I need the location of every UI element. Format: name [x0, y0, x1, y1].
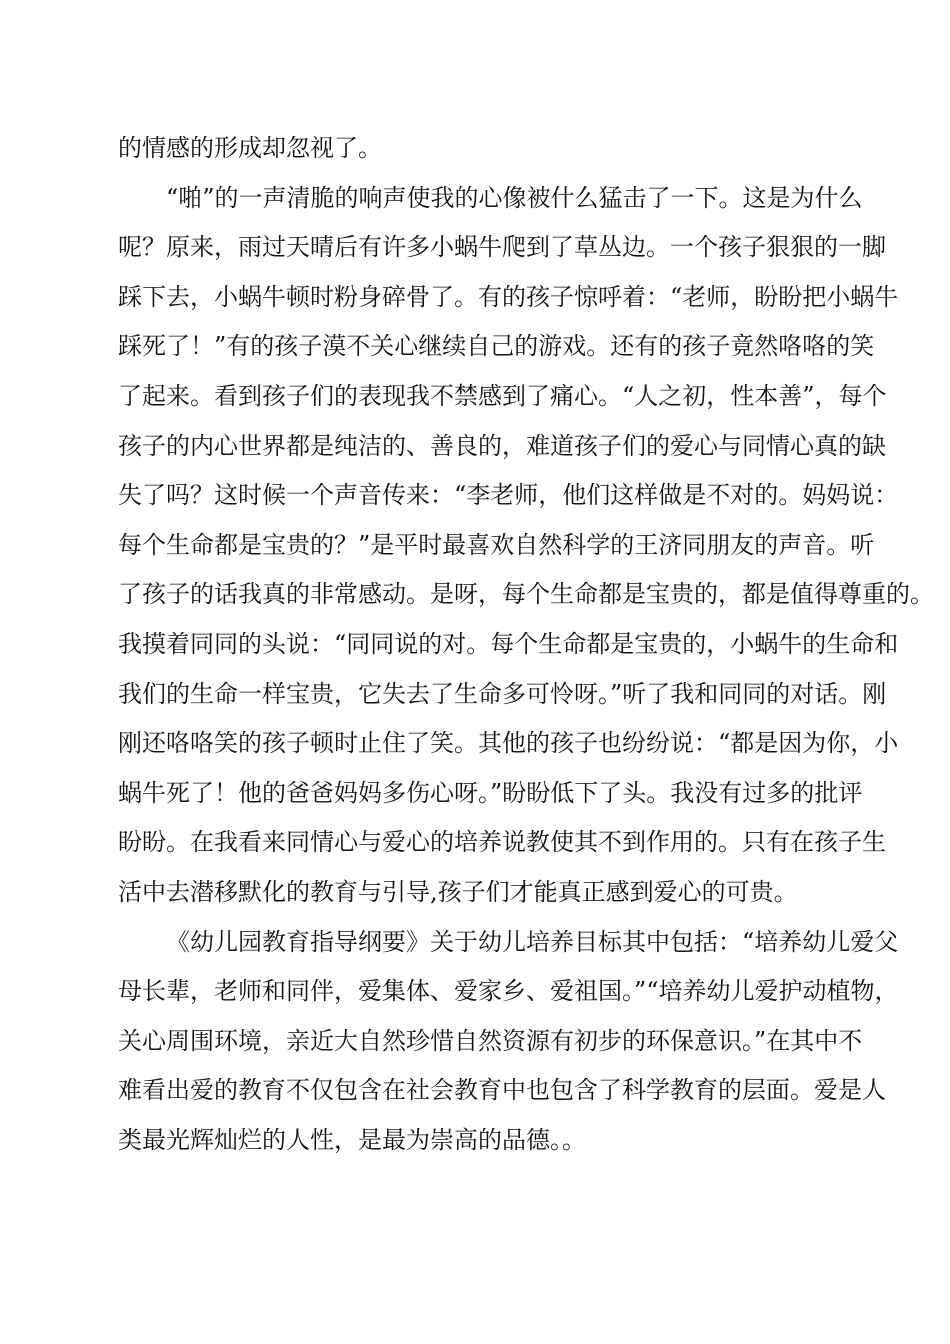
text-line: 每个生命都是宝贵的？”是平时最喜欢自然科学的王济同朋友的声音。听 — [118, 530, 875, 559]
body-text — [118, 124, 934, 1165]
text-line: 母长辈，老师和同伴，爱集体、爱家乡、爱祖国。”“培养幼儿爱护动植物， — [118, 977, 899, 1006]
text-line: 呢？原来，雨过天晴后有许多小蜗牛爬到了草丛边。一个孩子狠狠的一脚 — [118, 233, 886, 262]
text-line: 活中去潜移默化的教育与引导,孩子们才能真正感到爱心的可贵。 — [118, 877, 798, 906]
paragraph-start-line: “啪”的一声清脆的响声使我的心像被什么猛击了一下。这是为什么 — [166, 183, 863, 212]
text-line: 踩死了！”有的孩子漠不关心继续自己的游戏。还有的孩子竟然咯咯的笑 — [118, 332, 875, 361]
text-line: 盼盼。在我看来同情心与爱心的培养说教使其不到作用的。只有在孩子生 — [118, 828, 886, 857]
text-line: 刚还咯咯笑的孩子顿时止住了笑。其他的孩子也纷纷说：“都是因为你，小 — [118, 729, 899, 758]
text-line: 孩子的内心世界都是纯洁的、善良的，难道孩子们的爱心与同情心真的缺 — [118, 431, 886, 460]
text-line: 踩下去，小蜗牛顿时粉身碎骨了。有的孩子惊呼着：“老师，盼盼把小蜗牛 — [118, 282, 899, 311]
text-line: 了起来。看到孩子们的表现我不禁感到了痛心。“人之初，性本善”，每个 — [118, 381, 887, 410]
text-line: 类最光辉灿烂的人性，是最为崇高的品德。。 — [118, 1125, 586, 1154]
text-line: 我摸着同同的头说：“同同说的对。每个生命都是宝贵的，小蜗牛的生命和 — [118, 629, 899, 658]
text-line: 我们的生命一样宝贵，它失去了生命多可怜呀。”听了我和同同的对话。刚 — [118, 679, 887, 708]
text-line: 失了吗？这时候一个声音传来：“李老师，他们这样做是不对的。妈妈说： — [118, 481, 899, 510]
text-line: 了孩子的话我真的非常感动。是呀，每个生命都是宝贵的，都是值得尊重的。 — [118, 580, 934, 609]
text-line: 关心周围环境，亲近大自然珍惜自然资源有初步的环保意识。”在其中不 — [118, 1026, 863, 1055]
text-line: 的情感的形成却忽视了。 — [118, 134, 382, 162]
text-line: 难看出爱的教育不仅包含在社会教育中也包含了科学教育的层面。爱是人 — [118, 1076, 886, 1105]
text-line: 蜗牛死了！他的爸爸妈妈多伤心呀。”盼盼低下了头。我没有过多的批评 — [118, 778, 863, 807]
paragraph-start-line: 《幼儿园教育指导纲要》关于幼儿培养目标其中包括：“培养幼儿爱父 — [166, 927, 899, 956]
